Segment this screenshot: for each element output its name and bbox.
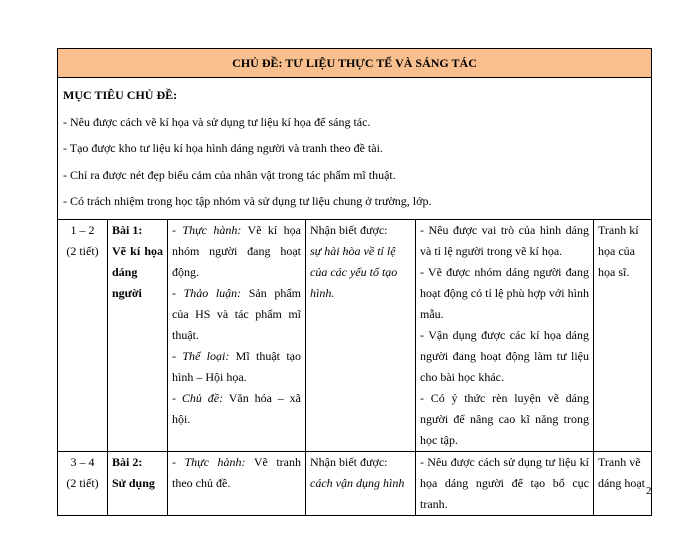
goals-title: MỤC TIÊU CHỦ ĐỀ: xyxy=(63,88,178,102)
curriculum-table xyxy=(57,48,652,516)
outcomes-cell xyxy=(416,219,594,451)
outcome-item: - Vẽ được nhóm dáng người đang hoạt động có tỉ lệ phù hợp với hình mẫu. xyxy=(420,264,589,321)
period-cell xyxy=(58,451,108,515)
outcome-item: - Nêu được vai trò của hình dáng và tỉ lệ người trong vẽ kí họa. xyxy=(420,222,589,258)
level-cell xyxy=(306,451,416,515)
page-number: 2 xyxy=(646,485,652,497)
outcome-item: - Vận dụng được các kí họa dáng người đang hoạt động làm tư liệu cho bài học khác. xyxy=(420,327,589,384)
table-row xyxy=(58,219,652,451)
activities-cell xyxy=(168,451,306,515)
goal-item: - Có trách nhiệm trong học tập nhóm và sử dụng tư liệu chung ở trường, lớp. xyxy=(63,194,432,208)
lesson-cell xyxy=(108,219,168,451)
goals-row xyxy=(58,78,652,220)
table-row xyxy=(58,451,652,515)
lesson-name: Vẽ kí họa dáng người xyxy=(112,243,163,300)
lesson-number: Bài 2: xyxy=(112,454,143,469)
level-label: Nhận biết được: xyxy=(310,454,388,469)
period-range: 1 – 2 xyxy=(70,222,95,237)
outcome-item: - Có ý thức rèn luyện vẽ dáng người để nâng cao kĩ năng trong học tập. xyxy=(420,390,589,447)
goal-item: - Tạo được kho tư liệu kí họa hình dáng người và tranh theo đề tài. xyxy=(63,141,383,155)
lesson-name: Sử dụng xyxy=(112,475,155,490)
material-text: Tranh kí họa của họa sĩ. xyxy=(598,222,639,279)
title-row xyxy=(58,49,652,78)
outcome-item: - Nêu được cách sử dụng tư liệu kí họa dáng người để tạo bố cục tranh. xyxy=(420,454,589,511)
period-cell xyxy=(58,219,108,451)
goal-item: - Chỉ ra được nét đẹp biểu cảm của nhân vật trong tác phẩm mĩ thuật. xyxy=(63,167,396,182)
level-text: sự hài hòa về tỉ lệ của các yếu tố tạo hình. xyxy=(310,243,398,300)
activities-cell xyxy=(168,219,306,451)
goals-section xyxy=(58,78,652,220)
material-cell xyxy=(594,451,652,515)
curriculum-table-container xyxy=(57,48,651,516)
period-range: 3 – 4 xyxy=(70,454,95,469)
activity-item: - Thực hành: Vẽ kí họa nhóm người đang hoạt động. xyxy=(172,222,301,279)
material-text: Tranh vẽ dáng hoạt xyxy=(598,454,645,490)
level-text: cách vận dụng hình xyxy=(310,475,405,490)
period-count: (2 tiết) xyxy=(66,243,99,258)
period-count: (2 tiết) xyxy=(66,475,99,490)
activity-item: - Chủ đề: Văn hóa – xã hội. xyxy=(172,390,301,426)
activity-item: - Thể loại: Mĩ thuật tạo hình – Hội họa. xyxy=(172,348,301,384)
activity-item: - Thảo luận: Sản phẩm của HS và tác phẩm mĩ thuật. xyxy=(172,285,301,342)
lesson-number: Bài 1: xyxy=(112,222,143,237)
topic-title: CHỦ ĐỀ: TƯ LIỆU THỰC TẾ VÀ SÁNG TÁC xyxy=(58,49,652,78)
lesson-cell xyxy=(108,451,168,515)
material-cell xyxy=(594,219,652,451)
goal-item: - Nêu được cách vẽ kí họa và sử dụng tư liệu kí họa để sáng tác. xyxy=(63,114,371,129)
level-cell xyxy=(306,219,416,451)
level-label: Nhận biết được: xyxy=(310,222,388,237)
activity-item: - Thực hành: Vẽ tranh theo chủ đề. xyxy=(172,454,301,490)
outcomes-cell xyxy=(416,451,594,515)
